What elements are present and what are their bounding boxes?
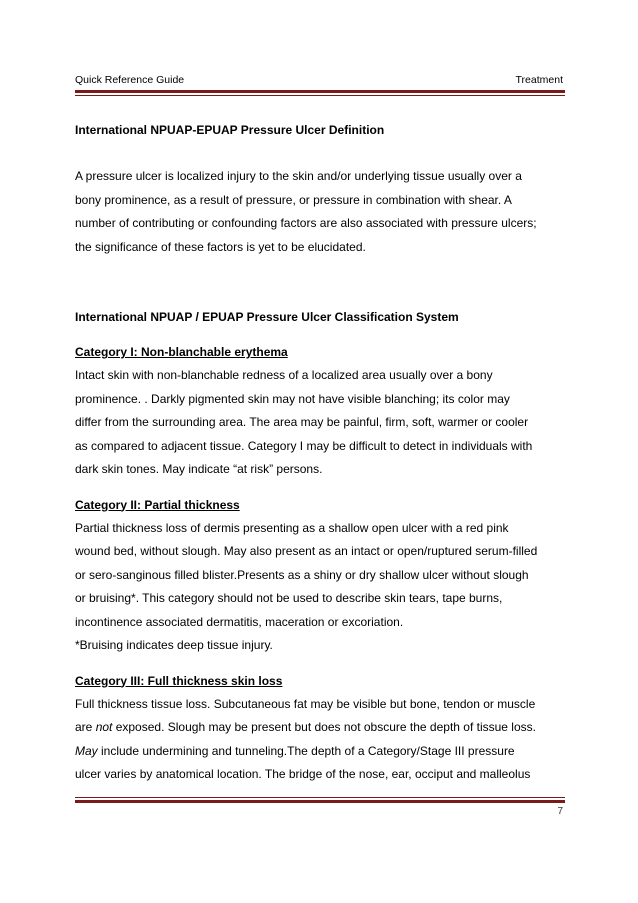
header-rule-thick	[75, 90, 565, 93]
category-2-line: wound bed, without slough. May also present as an intact or open/ruptured serum-filled	[75, 544, 538, 558]
definition-line: number of contributing or confounding factors are also associated with pressure ulcers;	[75, 216, 537, 230]
category-2-line: incontinence associated dermatitis, maceration or excoriation.	[75, 614, 404, 629]
category-3-text: are	[75, 720, 96, 734]
category-2-line: or bruising*. This category should not be used to describe skin tears, tape burns,	[75, 591, 503, 605]
definition-heading: International NPUAP-EPUAP Pressure Ulcer Definition	[75, 123, 385, 137]
page-number: 7	[557, 806, 563, 817]
definition-line: A pressure ulcer is localized injury to the skin and/or underlying tissue usually over a	[75, 169, 522, 183]
definition-line: the significance of these factors is yet to be elucidated.	[75, 239, 366, 254]
classification-heading: International NPUAP / EPUAP Pressure Ulcer Classification System	[75, 310, 459, 324]
header-rule-thin	[75, 95, 565, 96]
category-3-line	[75, 716, 570, 740]
category-1-line: prominence. . Darkly pigmented skin may not have visible blanching; its color may	[75, 391, 510, 406]
category-1-line: differ from the surrounding area. The area may be painful, firm, soft, warmer or cooler	[75, 415, 529, 429]
definition-line: bony prominence, as a result of pressure, or pressure in combination with shear. A	[75, 192, 512, 207]
category-2-line: Partial thickness loss of dermis presenting as a shallow open ulcer with a red pink	[75, 520, 509, 535]
category-3-line: Full thickness tissue loss. Subcutaneous fat may be visible but bone, tendon or muscle	[75, 696, 536, 711]
category-1-title: Category I: Non-blanchable erythema	[75, 345, 288, 359]
footer-rule-thin	[75, 797, 565, 798]
category-1-line: Intact skin with non-blanchable redness of a localized area usually over a bony	[75, 368, 493, 382]
header-guide-title: Quick Reference Guide	[75, 74, 185, 86]
category-3-line: ulcer varies by anatomical location. The bridge of the nose, ear, occiput and malleolus	[75, 767, 531, 781]
category-3-emphasis: not	[95, 720, 113, 734]
category-3-text: exposed. Slough may be present but does not obscure the depth of tissue loss.	[112, 720, 536, 734]
category-3-title: Category III: Full thickness skin loss	[75, 673, 283, 688]
category-3-text: include undermining and tunneling.The depth of a Category/Stage III pressure	[97, 743, 515, 758]
category-1-line: dark skin tones. May indicate “at risk” persons.	[75, 462, 323, 476]
category-2-footnote: *Bruising indicates deep tissue injury.	[75, 638, 273, 652]
category-2-title: Category II: Partial thickness	[75, 497, 240, 512]
category-2-line: or sero-sanginous filled blister.Presents as a shiny or dry shallow ulcer without slough	[75, 567, 529, 582]
page-body	[75, 118, 570, 787]
category-1-line: as compared to adjacent tissue. Category I may be difficult to detect in individuals with	[75, 438, 533, 453]
category-3-emphasis: May	[75, 743, 98, 758]
category-3-line	[75, 740, 570, 764]
header-section-title: Treatment	[515, 74, 563, 86]
footer-rule-thick	[75, 800, 565, 803]
